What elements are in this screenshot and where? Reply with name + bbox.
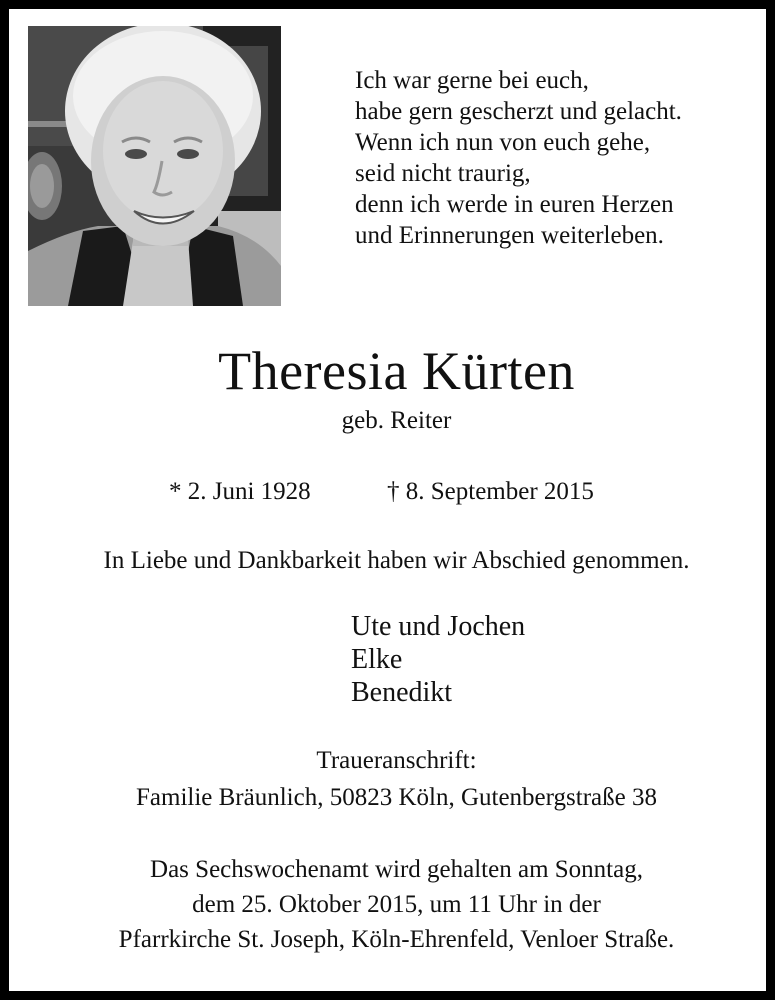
address-label: Traueranschrift: [316, 747, 477, 774]
service-line: Pfarrkirche St. Joseph, Köln-Ehrenfeld, Venloer Straße. [118, 926, 675, 953]
farewell-text: In Liebe und Dankbarkeit haben wir Abschied genommen. [103, 547, 690, 574]
deceased-name: Theresia Kürten [218, 341, 575, 401]
poem-line: Wenn ich nun von euch gehe, [355, 129, 651, 156]
poem-line: seid nicht traurig, [355, 160, 531, 187]
service-line: dem 25. Oktober 2015, um 11 Uhr in der [192, 891, 601, 918]
service-line: Das Sechswochenamt wird gehalten am Sonntag, [150, 856, 643, 883]
service-announcement [9, 852, 775, 957]
mourning-address: Familie Bräunlich, 50823 Köln, Gutenbergstraße 38 [136, 784, 657, 811]
mourners-list [351, 610, 525, 709]
birth-date: * 2. Juni 1928 [169, 478, 311, 505]
poem-line: habe gern gescherzt und gelacht. [355, 98, 682, 125]
mourner-name: Elke [351, 644, 403, 675]
mourner-name: Benedikt [351, 677, 453, 708]
birth-name: geb. Reiter [341, 407, 452, 434]
mourner-name: Ute und Jochen [351, 611, 526, 642]
portrait-image [28, 26, 281, 306]
memorial-poem [355, 65, 755, 251]
portrait-photo [28, 26, 281, 306]
poem-line: und Erinnerungen weiterleben. [355, 222, 664, 249]
death-date: † 8. September 2015 [387, 478, 594, 505]
poem-line: denn ich werde in euren Herzen [355, 191, 674, 218]
poem-line: Ich war gerne bei euch, [355, 67, 589, 94]
